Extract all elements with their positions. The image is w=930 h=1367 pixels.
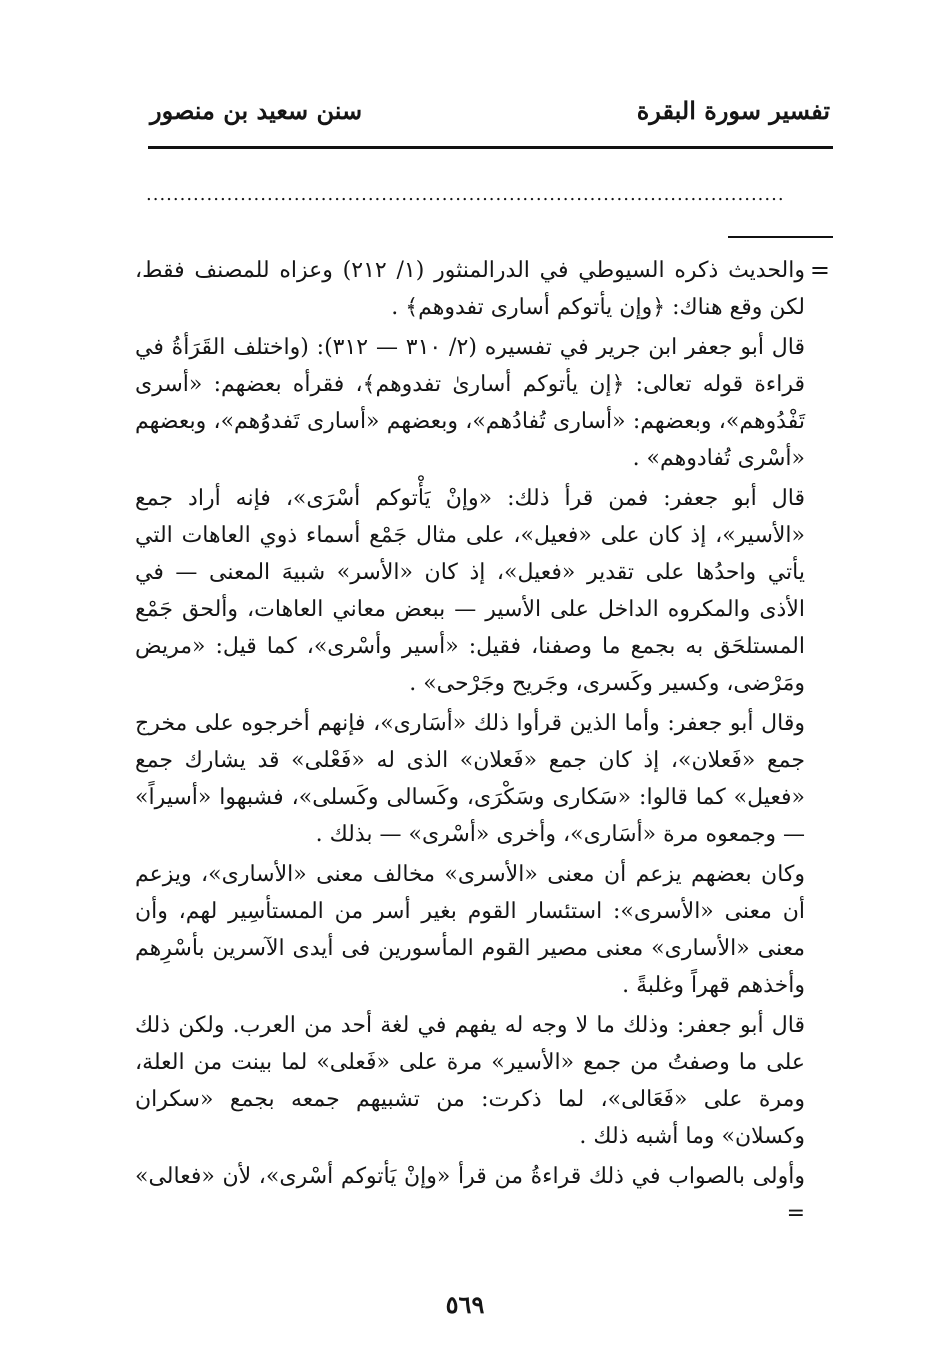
- running-head-book: سنن سعيد بن منصور: [150, 96, 363, 125]
- paragraph: قال أبو جعفر: فمن قرأ ذلك: «وإنْ يَأْتوكم أسْرَى»، فإنه أراد جمع «الأسير»، إذ كان على «فعيل»، على مثال جَمْع أسماء ذوي العاهات التي يأتي واحدُها على تقدير «فعيل»، إذ كان «الأسر» شبيهَ المعنى — في الأذى والمكروه الداخل على الأسير — ببعض معاني العاهات، وألحق جَمْع المستلحَق به بجمع ما وصفنا، فقيل: «أسير وأسْرى»، كما قيل: «مريض ومَرْضى، وكسير وكَسرى، وجَريح وجَرْحى» .: [135, 486, 805, 696]
- continuation-mark: =: [809, 256, 830, 284]
- paragraph: قال أبو جعفر ابن جرير في تفسيره (٢/ ٣١٠ — ٣١٢): (واختلف القَرَأةُ في قراءة قوله تعالى: ﴿إن يأتوكم أسارىٰ تفدوهم﴾، فقرأه بعضهم: «أسرى تَفْدُوهم»، وبعضهم: «أسارى تُفادُهم»، وبعضهم «أسارى تَفدوُهم»، وبعضهم «أسْرى تُفادوهم» .: [135, 335, 805, 471]
- paragraph: والحديث ذكره السيوطي في الدرالمنثور (١/ ٢١٢) وعزاه للمصنف فقط، لكن وقع هناك: ﴿وإن يأتوكم أسارى تفدوهم﴾ .: [135, 258, 805, 320]
- paragraph-last-text: وأولى بالصواب في ذلك قراءةُ من قرأ «وإنْ يَأتوكم أسْرى»، لأن «فعالى»: [135, 1164, 805, 1189]
- running-head-chapter: تفسير سورة البقرة: [636, 96, 830, 125]
- paragraph: وقال أبو جعفر: وأما الذين قرأوا ذلك «أسَارى»، فإنهم أخرجوه على مخرج جمع «فَعلان»، إذ كان جمع «فَعلان» الذى له «فَعْلى» قد يشارك جمع «فعيل» كما قالوا: «سَكارى وسَكْرَى، وكَسالى وكَسلى»، فشبهوا «أسيراً» — وجمعوه مرة «أسَارى»، وأخرى «أسْرى» — بذلك .: [135, 711, 805, 847]
- end-continuation-mark: =: [786, 1201, 805, 1226]
- footnote-rule: [728, 236, 833, 238]
- page-number: ٥٦٩: [445, 1290, 485, 1319]
- paragraph-last: [135, 1158, 805, 1232]
- header-rule: [148, 146, 833, 149]
- paragraph: قال أبو جعفر: وذلك ما لا وجه له يفهم في لغة أحد من العرب. ولكن ذلك على ما وصفتُ من جمع «الأسير» مرة على «فَعلى» لما بينت من العلة، ومرة على «فَعَالى»، لما ذكرت: من تشبيهم جمعه بجمع «سكران وكسلان» وما أشبه ذلك .: [135, 1013, 805, 1149]
- dotted-separator: ...............................................................................................: [146, 184, 785, 205]
- footnote-body: [135, 252, 805, 1235]
- paragraph: وكان بعضهم يزعم أن معنى «الأسرى» مخالف معنى «الأسارى»، ويزعم أن معنى «الأسرى»: استئسار القوم بغير أسر من المستأسِير لهم، وأن معنى «الأسارى» معنى مصير القوم المأسورين فى أيدى الآسرين بأسْرِهم وأخذهم قهراً وغلبةً .: [135, 862, 806, 998]
